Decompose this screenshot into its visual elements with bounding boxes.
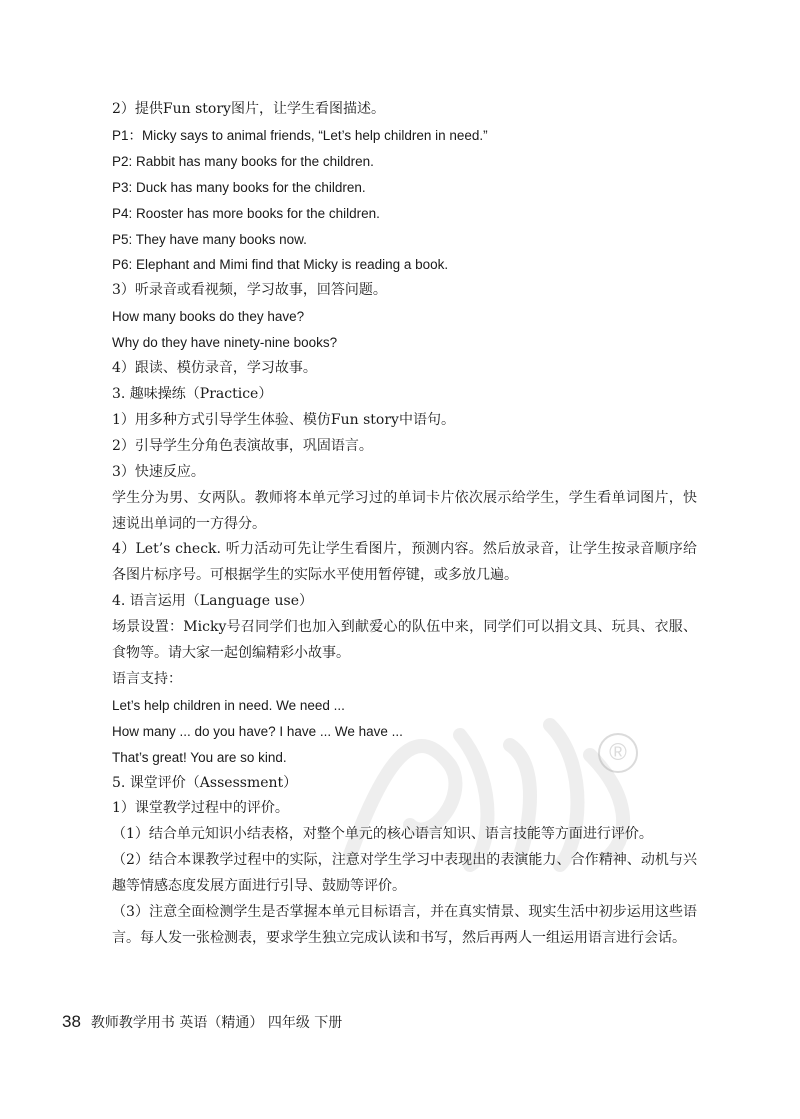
page-body <box>112 97 697 952</box>
paragraph: 场景设置：Micky号召同学们也加入到献爱心的队伍中来，同学们可以捐文具、玩具、衣服、食物等。请大家一起创编精彩小故事。 <box>112 619 697 662</box>
section-heading: 3. 趣味操练（Practice） <box>112 385 273 402</box>
page-number: 38 <box>62 1012 81 1031</box>
text-line: P4: Rooster has more books for the children. <box>112 205 380 221</box>
text-line: P2: Rabbit has many books for the children. <box>112 153 374 169</box>
support-sentence: That’s great! You are so kind. <box>112 749 287 765</box>
support-sentence: How many ... do you have? I have ... We have ... <box>112 723 403 739</box>
page-footer <box>62 1012 342 1032</box>
text-line: 2）提供Fun story图片，让学生看图描述。 <box>112 101 385 117</box>
text-line: P1：Micky says to animal friends, “Let’s help children in need.” <box>112 127 488 143</box>
text-line: P5: They have many books now. <box>112 231 307 247</box>
text-line: Why do they have ninety-nine books? <box>112 335 338 351</box>
text-line: How many books do they have? <box>112 309 305 325</box>
registered-mark: ® <box>598 733 638 773</box>
text-line: 3）听录音或看视频，学习故事，回答问题。 <box>112 282 387 299</box>
text-line: 语言支持： <box>112 670 182 687</box>
assessment-item: （1）结合单元知识小结表格，对整个单元的核心语言知识、语言技能等方面进行评价。 <box>112 826 653 843</box>
assessment-item: （3）注意全面检测学生是否掌握本单元目标语言，并在真实情景、现实生活中初步运用这些语言。每人发一张检测表，要求学生独立完成认读和书写，然后再两人一组运用语言进行会话。 <box>112 904 697 946</box>
text-line: 2）引导学生分角色表演故事，巩固语言。 <box>112 437 373 454</box>
text-line: P6: Elephant and Mimi find that Micky is reading a book. <box>112 257 449 273</box>
paragraph: 学生分为男、女两队。教师将本单元学习过的单词卡片依次展示给学生，学生看单词图片，快速说出单词的一方得分。 <box>112 489 697 532</box>
text-line: 4）跟读、模仿录音，学习故事。 <box>112 360 317 377</box>
text-line: P3: Duck has many books for the children. <box>112 179 366 195</box>
assessment-item: （2）结合本课教学过程中的实际，注意对学生学习中表现出的表演能力、合作精神、动机与兴趣等情感态度发展方面进行引导、鼓励等评价。 <box>112 852 697 895</box>
section-heading: 5. 课堂评价（Assessment） <box>112 774 298 791</box>
text-line: 1）课堂教学过程中的评价。 <box>112 800 289 817</box>
text-line: 1）用多种方式引导学生体验、模仿Fun story中语句。 <box>112 411 455 428</box>
section-heading: 4. 语言运用（Language use） <box>112 593 313 610</box>
support-sentence: Let’s help children in need. We need ... <box>112 697 345 713</box>
text-line: 3）快速反应。 <box>112 463 205 480</box>
book-title: 教师教学用书 英语（精通） 四年级 下册 <box>90 1015 343 1031</box>
paragraph: 4）Let’s check. 听力活动可先让学生看图片，预测内容。然后放录音，让学生按录音顺序给各图片标序号。可根据学生的实际水平使用暂停键，或多放几遍。 <box>112 541 697 584</box>
